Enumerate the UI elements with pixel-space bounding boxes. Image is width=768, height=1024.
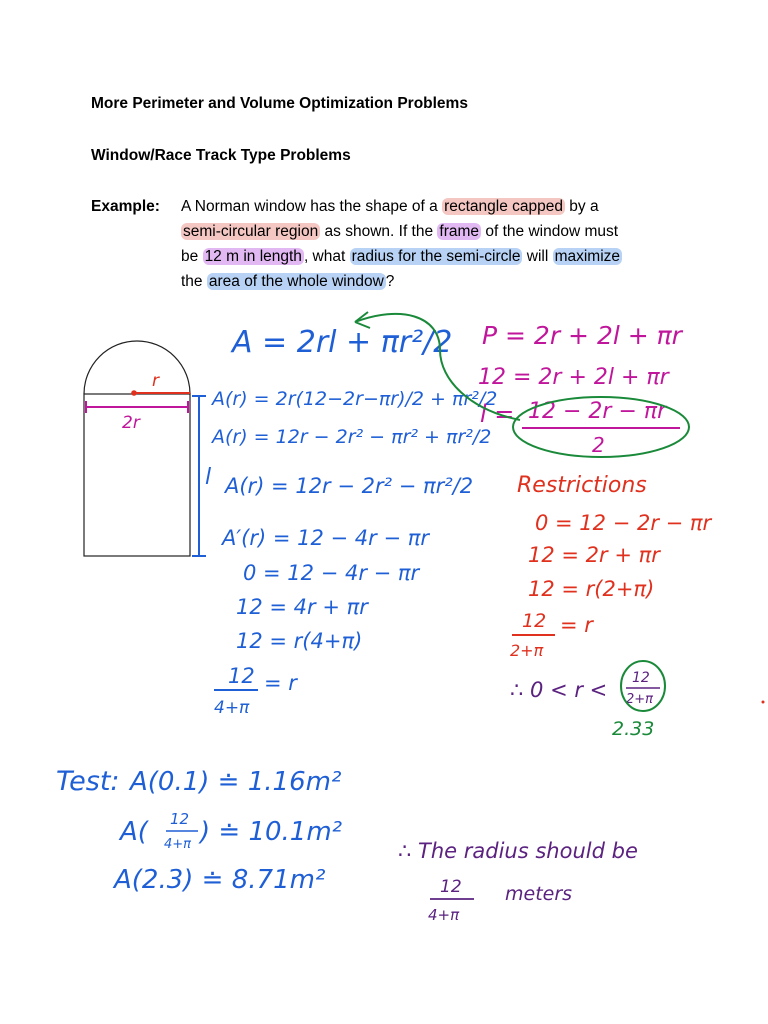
side-label: l: [205, 465, 212, 490]
test-3: A(2.3) ≐ 8.71m²: [114, 865, 326, 895]
restriction-fraction-num: 12: [522, 610, 547, 632]
problem-text: by a: [565, 198, 599, 215]
test-2-prefix: A(: [120, 817, 148, 847]
problem-text: of the window must: [481, 223, 619, 240]
highlight-purple: 12 m in length: [204, 248, 302, 265]
l-equation-denominator: 2: [592, 433, 605, 457]
semicircle-outline: [84, 341, 190, 394]
restrictions-work: [510, 473, 765, 740]
derivation-step: 0 = 12 − 4r − πr: [243, 561, 420, 585]
restriction-result: = r: [560, 613, 593, 637]
example-label: Example:: [91, 198, 160, 215]
highlight-red: semi-circular region: [183, 223, 319, 240]
highlight-red: rectangle capped: [444, 198, 563, 215]
perimeter-formula: P = 2r + 2l + πr: [482, 321, 682, 350]
center-dot: [131, 390, 137, 396]
restriction-decimal: 2.33: [612, 718, 655, 740]
page-title: More Perimeter and Volume Optimization Problems: [91, 95, 468, 112]
width-label: 2r: [122, 413, 140, 433]
highlight-purple: frame: [439, 223, 480, 240]
derivation-step: 12 = r(4+π): [236, 629, 363, 653]
test-2-result: ) ≐ 10.1m²: [200, 817, 343, 847]
conclusion-den: 4+π: [428, 906, 460, 924]
test-1: A(0.1) ≐ 1.16m²: [130, 767, 342, 797]
restriction-step: 0 = 12 − 2r − πr: [535, 511, 712, 535]
radius-label: r: [152, 371, 159, 391]
restriction-fraction-den: 2+π: [510, 641, 544, 660]
restriction-step: 12 = 2r + πr: [528, 543, 660, 567]
restriction-bound-den: 2+π: [626, 692, 653, 707]
test-2-num: 12: [170, 810, 190, 828]
conclusion-text: ∴ The radius should be: [398, 839, 638, 863]
conclusion-unit: meters: [505, 883, 573, 905]
fraction-result: = r: [264, 671, 297, 695]
test-2-den: 4+π: [164, 837, 191, 852]
problem-text: be: [181, 248, 203, 265]
problem-text: will: [522, 248, 553, 265]
stray-dot: [762, 701, 765, 704]
fraction-numerator: 12: [228, 664, 255, 688]
problem-text: A Norman window has the shape of a: [181, 198, 443, 215]
area-simplified: A(r) = 12r − 2r² − πr²/2: [225, 474, 474, 498]
section-subtitle: Window/Race Track Type Problems: [91, 147, 351, 164]
l-equation-numerator: 12 − 2r − πr: [528, 399, 667, 424]
restriction-conclusion: ∴ 0 < r <: [510, 678, 608, 702]
problem-text: as shown. If the: [320, 223, 438, 240]
problem-text: , what: [303, 248, 350, 265]
norman-window-diagram: [84, 341, 211, 556]
highlight-blue: maximize: [554, 248, 621, 265]
highlight-blue: area of the whole window: [208, 273, 384, 290]
perimeter-equation: 12 = 2r + 2l + πr: [478, 365, 669, 390]
area-substituted: A(r) = 2r(12−2r−πr)/2 + πr²/2: [212, 388, 498, 410]
l-equation-lhs: l =: [480, 400, 515, 428]
conclusion: [398, 839, 638, 924]
test-values: [56, 766, 342, 895]
highlight-blue: radius for the semi-circle: [351, 248, 521, 265]
problem-text: the: [181, 273, 207, 290]
test-label: Test:: [56, 766, 120, 797]
restriction-bound-num: 12: [632, 670, 650, 686]
restriction-step: 12 = r(2+π): [528, 577, 655, 601]
restrictions-label: Restrictions: [517, 473, 647, 498]
derivation-step: 12 = 4r + πr: [236, 595, 368, 619]
area-formula: A = 2rl + πr²/2: [232, 325, 453, 360]
problem-text: ?: [385, 273, 395, 290]
area-derivative: A′(r) = 12 − 4r − πr: [222, 526, 429, 550]
area-expanded: A(r) = 12r − 2r² − πr² + πr²/2: [212, 426, 492, 448]
conclusion-num: 12: [440, 877, 462, 897]
fraction-denominator: 4+π: [214, 698, 250, 718]
